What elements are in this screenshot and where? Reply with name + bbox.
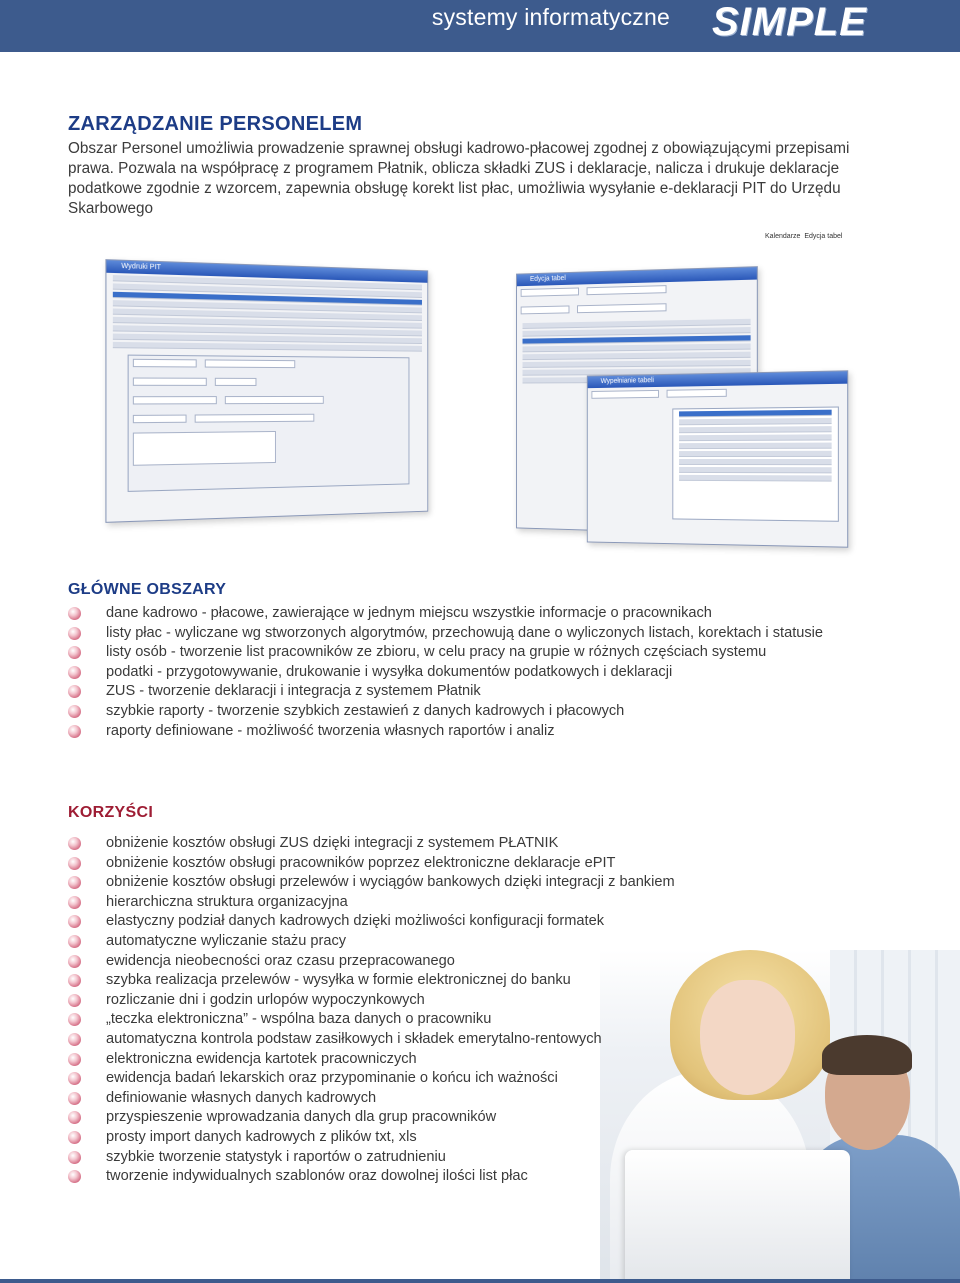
list-item: szybka realizacja przelewów - wysyłka w formie elektronicznej do banku xyxy=(68,971,675,991)
table-edit-icon-label: Edycja tabel xyxy=(804,233,843,240)
list-item: rozliczanie dni i godzin urlopów wypoczynkowych xyxy=(68,991,675,1011)
bullet-icon xyxy=(68,1131,81,1144)
bullet-icon xyxy=(68,1170,81,1183)
list-item: ewidencja badań lekarskich oraz przypominanie o końcu ich ważności xyxy=(68,1069,675,1089)
bullet-icon xyxy=(68,666,81,679)
fill-table-window-screenshot xyxy=(587,370,848,547)
bullet-icon xyxy=(68,1151,81,1164)
list-item: tworzenie indywidualnych szablonów oraz dowolnej ilości list płac xyxy=(68,1167,675,1187)
bullet-icon xyxy=(68,1111,81,1124)
header-bar xyxy=(0,0,960,52)
bullet-icon xyxy=(68,1072,81,1085)
section-title-personel: ZARZĄDZANIE PERSONELEM xyxy=(68,113,363,135)
list-item: podatki - przygotowywanie, drukowanie i wysyłka dokumentów podatkowych i deklaracji xyxy=(68,663,823,683)
header-tagline: systemy informatyczne xyxy=(431,4,670,30)
list-item: szybkie raporty - tworzenie szybkich zestawień z danych kadrowych i płacowych xyxy=(68,702,823,722)
intro-paragraph: Obszar Personel umożliwia prowadzenie sprawnej obsługi kadrowo-płacowej zgodnej z obowiązującymi przepisami prawa. Pozwala na współpracę z programem Płatnik, oblicza składki ZUS i deklaracje, nalicza i drukuje deklaracje podatkowe zgodnie z wzorcem, zapewnia obsługę korekt list płac, umożliwia wysyłanie e-deklaracji PIT do Urzędu Skarbowego xyxy=(68,140,850,217)
list-item: dane kadrowo - płacowe, zawierające w jednym miejscu wszystkie informacje o pracownikach xyxy=(68,604,823,624)
bullet-icon xyxy=(68,837,81,850)
list-item: obniżenie kosztów obsługi przelewów i wyciągów bankowych dzięki integracji z bankiem xyxy=(68,873,675,893)
list-item: automatyczne wyliczanie stażu pracy xyxy=(68,932,675,952)
calendar-icon-label: Kalendarze xyxy=(765,233,801,240)
footer-rule xyxy=(0,1279,960,1283)
bullet-icon xyxy=(68,1092,81,1105)
list-item: ewidencja nieobecności oraz czasu przepracowanego xyxy=(68,952,675,972)
bullet-icon xyxy=(68,725,81,738)
list-item: listy płac - wyliczane wg stworzonych algorytmów, przechowują dane o wyliczonych listach, korektach i statusie xyxy=(68,624,823,644)
bullet-icon xyxy=(68,685,81,698)
section-title-main-areas: GŁÓWNE OBSZARY xyxy=(68,581,227,598)
bullet-icon xyxy=(68,955,81,968)
software-screenshots xyxy=(100,225,870,575)
bullet-icon xyxy=(68,705,81,718)
pit-window-screenshot xyxy=(105,259,428,523)
list-item: prosty import danych kadrowych z plików txt, xls xyxy=(68,1128,675,1148)
bullet-icon xyxy=(68,935,81,948)
bullet-icon xyxy=(68,1033,81,1046)
list-item: obniżenie kosztów obsługi pracowników poprzez elektroniczne deklaracje ePIT xyxy=(68,854,675,874)
bullet-icon xyxy=(68,1013,81,1026)
bullet-icon xyxy=(68,627,81,640)
list-item: hierarchiczna struktura organizacyjna xyxy=(68,893,675,913)
bullet-icon xyxy=(68,876,81,889)
list-item: raporty definiowane - możliwość tworzenia własnych raportów i analiz xyxy=(68,722,823,742)
list-item: automatyczna kontrola podstaw zasiłkowych i składek emerytalno-rentowych xyxy=(68,1030,675,1050)
list-item: elektroniczna ewidencja kartotek pracowniczych xyxy=(68,1050,675,1070)
section-title-benefits: KORZYŚCI xyxy=(68,804,154,821)
bullet-icon xyxy=(68,646,81,659)
bullet-icon xyxy=(68,994,81,1007)
table-edit-window-title: Edycja tabel xyxy=(517,267,757,286)
main-areas-list xyxy=(68,604,823,741)
bullet-icon xyxy=(68,857,81,870)
list-item: szybkie tworzenie statystyk i raportów o zatrudnieniu xyxy=(68,1148,675,1168)
fill-table-window-title: Wypełnianie tabeli xyxy=(588,371,847,388)
list-item: definiowanie własnych danych kadrowych xyxy=(68,1089,675,1109)
bullet-icon xyxy=(68,974,81,987)
list-item: ZUS - tworzenie deklaracji i integracja z systemem Płatnik xyxy=(68,682,823,702)
bullet-icon xyxy=(68,915,81,928)
list-item: listy osób - tworzenie list pracowników ze zbioru, w celu pracy na grupie w różnych częściach systemu xyxy=(68,643,823,663)
simple-logo: SIMPLE xyxy=(712,0,867,44)
list-item: przyspieszenie wprowadzania danych dla grup pracowników xyxy=(68,1108,675,1128)
bullet-icon xyxy=(68,1053,81,1066)
pit-window-title: Wydruki PIT xyxy=(106,260,427,283)
benefits-list xyxy=(68,834,675,1187)
list-item: elastyczny podział danych kadrowych dzięki możliwości konfiguracji formatek xyxy=(68,912,675,932)
bullet-icon xyxy=(68,607,81,620)
bullet-icon xyxy=(68,896,81,909)
list-item: obniżenie kosztów obsługi ZUS dzięki integracji z systemem PŁATNIK xyxy=(68,834,675,854)
list-item: „teczka elektroniczna” - wspólna baza danych o pracowniku xyxy=(68,1010,675,1030)
